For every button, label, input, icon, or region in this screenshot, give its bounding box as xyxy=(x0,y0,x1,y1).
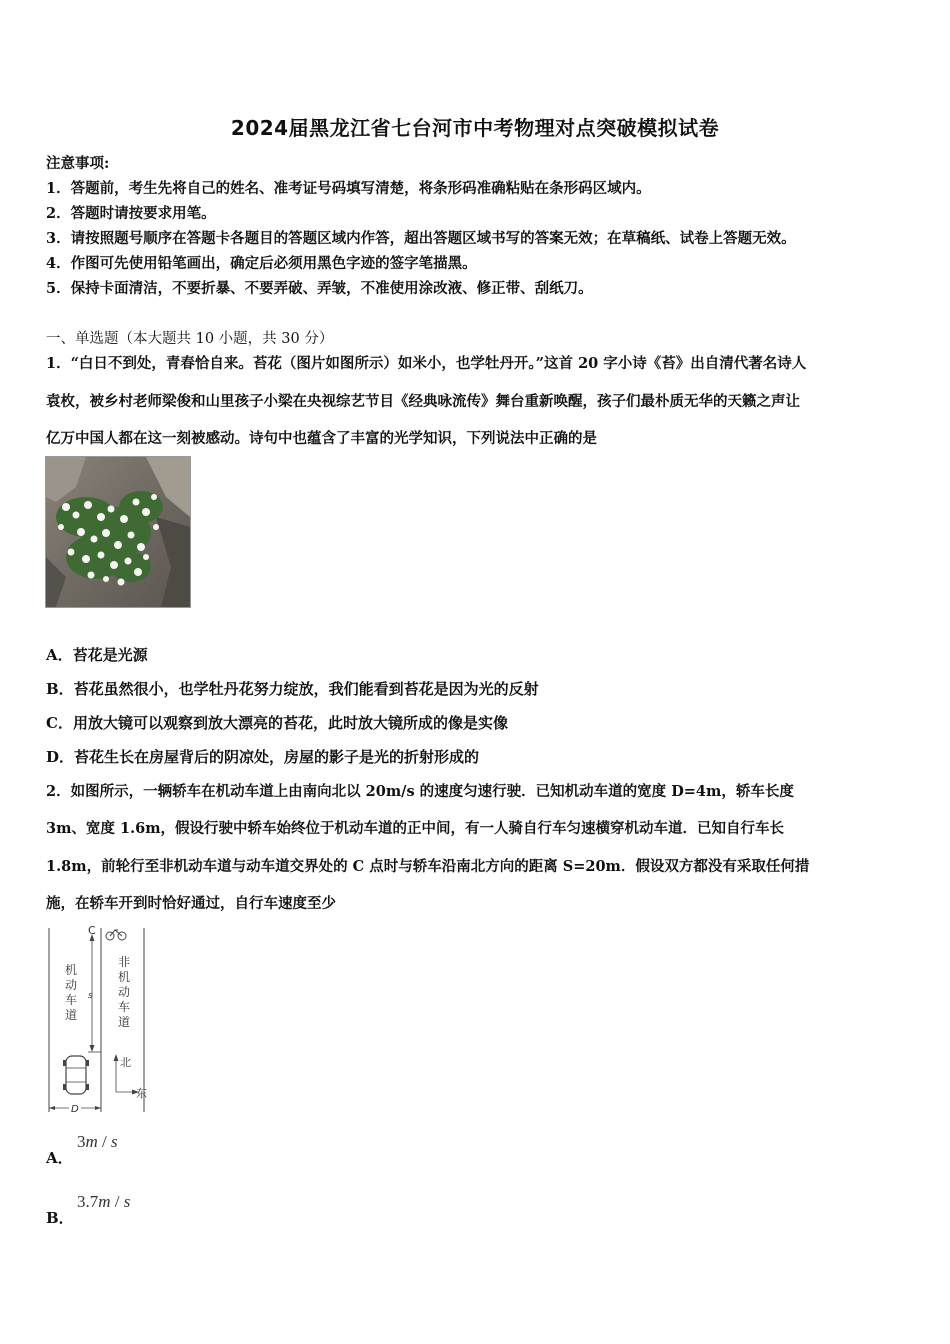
notice-item: 4．作图可先使用铅笔画出，确定后必须用黑色字迹的签字笔描黑。 xyxy=(46,255,477,272)
option-a-unit-s: s xyxy=(111,1132,118,1151)
option-b-unit-m: m xyxy=(98,1192,111,1211)
left-lane-label: 道 xyxy=(65,1008,78,1022)
diagram-label-d: D xyxy=(71,1104,79,1115)
notice-item: 1．答题前，考生先将自己的姓名、准考证号码填写清楚，将条形码准确粘贴在条形码区域内。 xyxy=(46,180,651,197)
question-2-option-b-letter: B． xyxy=(46,1209,74,1227)
question-1-text: 亿万中国人都在这一刻被感动。诗句中也蕴含了丰富的光学知识，下列说法中正确的是 xyxy=(46,430,597,447)
diagram-label-s: s xyxy=(88,991,93,1001)
option-a-number: 3 xyxy=(77,1132,86,1151)
question-1-option-b: B．苔花虽然很小，也学牡丹花努力绽放，我们能看到苔花是因为光的反射 xyxy=(46,680,539,698)
question-1-option-a: A．苔花是光源 xyxy=(46,646,148,664)
left-lane-label: 机 xyxy=(65,963,78,977)
right-lane-label: 道 xyxy=(118,1015,131,1029)
option-b-unit-s: s xyxy=(123,1192,131,1211)
page-title: 2024届黑龙江省七台河市中考物理对点突破模拟试卷 xyxy=(230,116,720,140)
option-b-slash: / xyxy=(110,1192,124,1211)
question-2-option-a-letter: A． xyxy=(46,1149,73,1167)
moss-flower-photo xyxy=(45,456,191,608)
option-a-slash: / xyxy=(97,1132,112,1151)
question-1-text: 1．“白日不到处，青春恰自来。苔花（图片如图所示）如米小，也学牡丹开。”这首 20 字小诗《苔》出自清代著名诗人 xyxy=(46,355,807,372)
left-lane-label: 车 xyxy=(65,993,78,1007)
east-label: 东 xyxy=(136,1087,147,1100)
option-b-number: 3.7 xyxy=(77,1192,99,1211)
question-1-option-d: D．苔花生长在房屋背后的阴凉处，房屋的影子是光的折射形成的 xyxy=(46,748,480,766)
question-1-text: 袁枚，被乡村老师梁俊和山里孩子小梁在央视综艺节目《经典咏流传》舞台重新唤醒，孩子们最朴质无华的天籁之声让 xyxy=(46,393,800,410)
diagram-label-c: C xyxy=(88,924,96,937)
question-2-text: 施，在轿车开到时恰好通过，自行车速度至少 xyxy=(46,895,336,912)
question-2-text: 3m、宽度 1.6m，假设行驶中轿车始终位于机动车道的正中间，有一人骑自行车匀速横穿机动车道．已知自行车长 xyxy=(46,820,785,837)
right-lane-label: 非 xyxy=(118,955,131,969)
notice-item: 3．请按照题号顺序在答题卡各题目的答题区域内作答，超出答题区域书写的答案无效；在草稿纸、试卷上答题无效。 xyxy=(46,230,796,247)
question-2-option-b-value xyxy=(77,1192,130,1212)
question-2-text: 2．如图所示，一辆轿车在机动车道上由南向北以 20m/s 的速度匀速行驶．已知机动车道的宽度 D=4m，轿车长度 xyxy=(46,783,794,800)
road-diagram xyxy=(44,922,150,1120)
left-lane-label: 动 xyxy=(65,978,78,992)
right-lane-label: 机 xyxy=(118,970,131,984)
question-1-option-c: C．用放大镜可以观察到放大漂亮的苔花，此时放大镜所成的像是实像 xyxy=(46,714,508,732)
notice-heading: 注意事项: xyxy=(46,155,110,172)
notice-item: 5．保持卡面清洁，不要折暴、不要弄破、弄皱，不准使用涂改液、修正带、刮纸刀。 xyxy=(46,280,593,297)
option-a-unit-m: m xyxy=(85,1132,98,1151)
section-heading: 一、单选题（本大题共 10 小题，共 30 分） xyxy=(46,331,334,347)
north-label: 北 xyxy=(120,1056,131,1069)
right-lane-label: 动 xyxy=(118,985,131,999)
question-2-option-a-value xyxy=(77,1132,118,1152)
notice-item: 2．答题时请按要求用笔。 xyxy=(46,205,216,222)
question-2-text: 1.8m，前轮行至非机动车道与动车道交界处的 C 点时与轿车沿南北方向的距离 S=20m．假设双方都没有采取任何措 xyxy=(46,858,810,875)
right-lane-label: 车 xyxy=(118,1000,131,1014)
